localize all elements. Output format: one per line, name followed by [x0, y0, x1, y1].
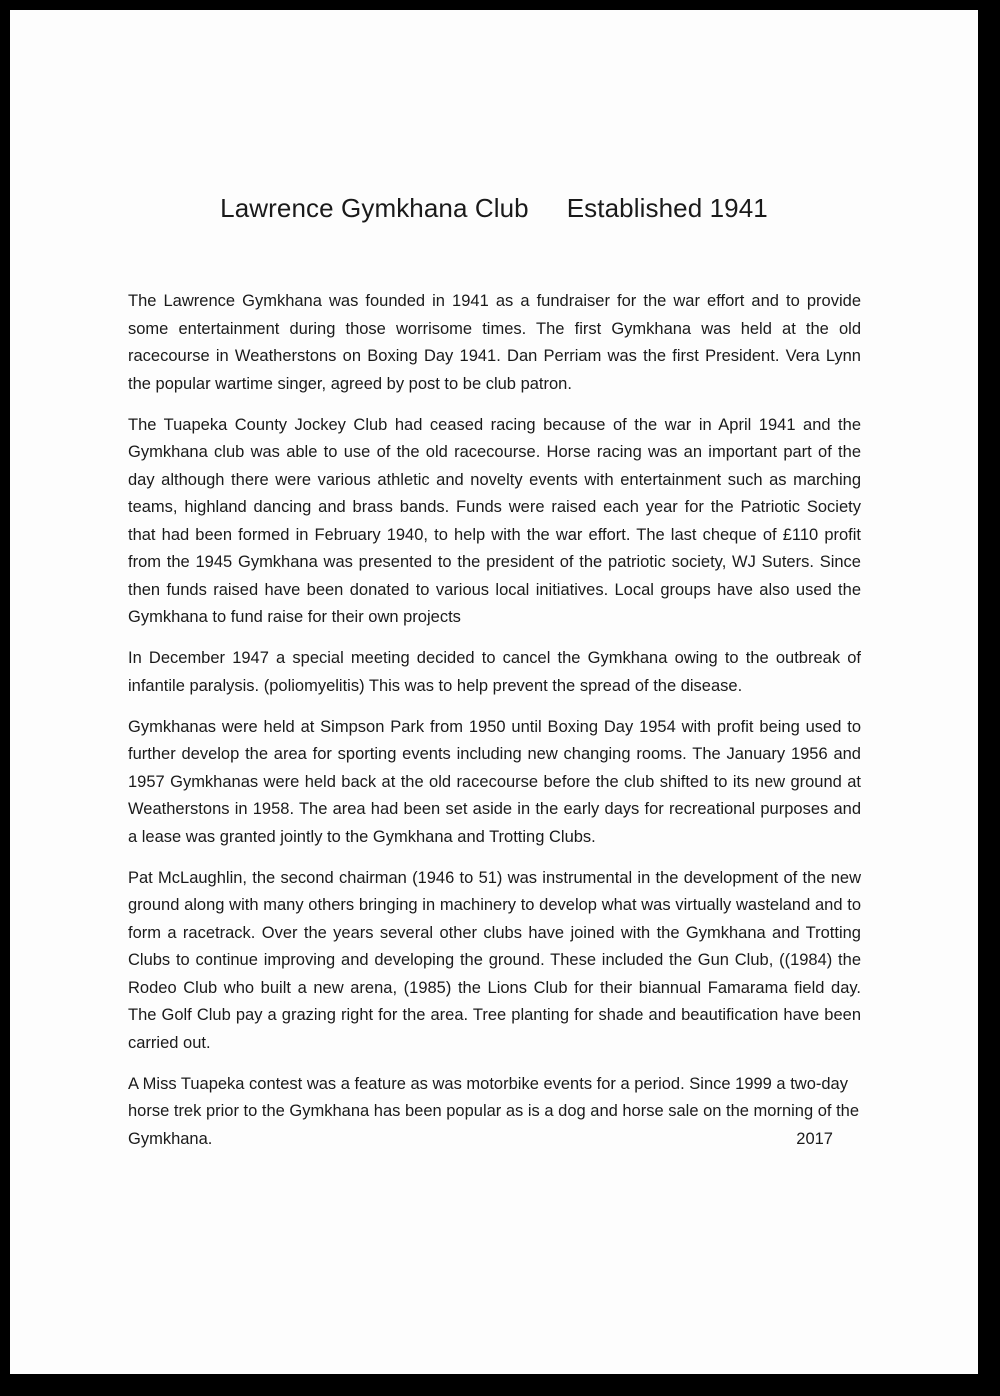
paragraph-cancellation: In December 1947 a special meeting decided to cancel the Gymkhana owing to the outbreak of infantile paralysis. (poliomyelitis) This was to help prevent the spread of the disease. [128, 649, 861, 695]
paragraph-racecourse: The Tuapeka County Jockey Club had ceased racing because of the war in April 1941 and the Gymkhana club was able to use of the old racecourse. Horse racing was an important part of the day although there were various athletic and novelty events with entertainment such as marching teams, highland dancing and brass bands. Funds were raised each year for the Patriotic Society that had been formed in February 1940, to help with the war effort. The last cheque of £110 profit from the 1945 Gymkhana was presented to the president of the patriotic society, WJ Suters. Since then funds raised have been donated to various local initiatives. Local groups have also used the Gymkhana to fund raise for their own projects [128, 415, 861, 626]
established-date: Established 1941 [566, 193, 768, 223]
paragraph-simpson-park: Gymkhanas were held at Simpson Park from 1950 until Boxing Day 1954 with profit being used to further develop the area for sporting events including new changing rooms. The January 1956 and 1957 Gymkhanas were held back at the old racecourse before the club shifted to its new ground at Weatherstons in 1958. The area had been set aside in the early days for recreational purposes and a lease was granted jointly to the Gymkhana and Trotting Clubs. [128, 717, 861, 846]
paragraph-founding: The Lawrence Gymkhana was founded in 1941 as a fundraiser for the war effort and to provide some entertainment during those worrisome times. The first Gymkhana was held at the old racecourse in Weatherstons on Boxing Day 1941. Dan Perriam was the first President. Vera Lynn the popular wartime singer, agreed by post to be club patron. [128, 292, 861, 393]
document-page [10, 10, 978, 1374]
document-year: 2017 [796, 1129, 833, 1148]
club-name: Lawrence Gymkhana Club [220, 193, 529, 223]
page-title [10, 193, 978, 224]
paragraph-events [128, 1071, 861, 1154]
document-body [128, 288, 861, 1167]
paragraph-events-text: A Miss Tuapeka contest was a feature as was motorbike events for a period. Since 1999 a two-day horse trek prior to the Gymkhana has been popular as is a dog and horse sale on the morning of the Gymkhana. [128, 1074, 860, 1148]
paragraph-new-ground: Pat McLaughlin, the second chairman (1946 to 51) was instrumental in the development of the new ground along with many others bringing in machinery to develop what was virtually wasteland and to form a racetrack. Over the years several other clubs have joined with the Gymkhana and Trotting Clubs to continue improving and developing the ground. These included the Gun Club, ((1984) the Rodeo Club who built a new arena, (1985) the Lions Club for their biannual Famarama field day. The Golf Club pay a grazing right for the area. Tree planting for shade and beautification have been carried out. [128, 868, 861, 1052]
